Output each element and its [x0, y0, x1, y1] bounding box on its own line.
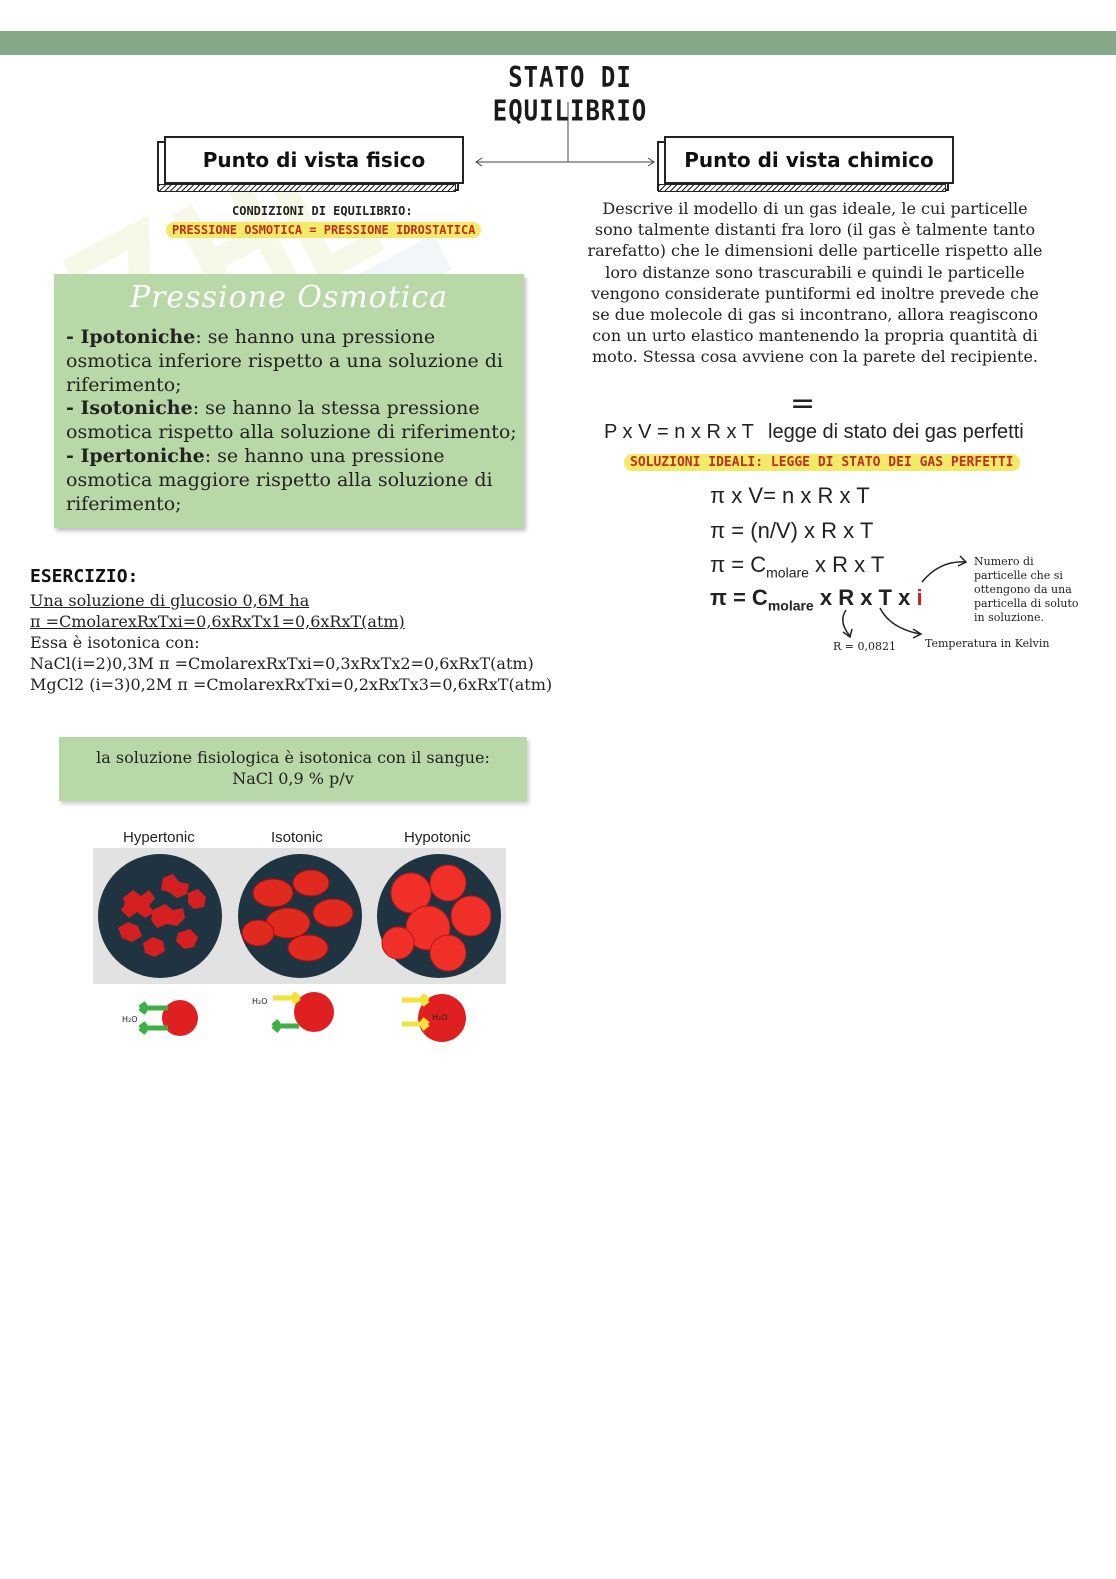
osmotic-term: - Ipertoniche [66, 444, 205, 467]
conditions-value: PRESSIONE OSMOTICA = PRESSIONE IDROSTATICA [166, 222, 481, 238]
label-hypertonic: Hypertonic [123, 829, 195, 846]
ideal-solutions: SOLUZIONI IDEALI: LEGGE DI STATO DEI GAS PERFETTI [624, 454, 1020, 471]
exercise-body [30, 590, 590, 695]
gas-law-formula: P x V = n x R x T [604, 421, 754, 443]
formula-4-post: x R x T x [813, 585, 917, 610]
conditions-label: CONDIZIONI DI EQUILIBRIO: [232, 204, 413, 218]
osmosis-arrows-figure [118, 990, 478, 1046]
ideal-solutions-wrap [624, 455, 1020, 470]
osmotic-term: - Isotoniche [66, 397, 193, 420]
formula-4 [710, 585, 923, 613]
osmotic-text: : se hanno la stessa pressione osmotica rispetto alla soluzione di riferimento; [66, 397, 517, 444]
osmotic-box-body [66, 326, 521, 516]
formula-3-pre: π = C [710, 552, 767, 577]
formula-3 [710, 552, 884, 580]
water-label: H₂O [252, 997, 268, 1006]
label-hypotonic: Hypotonic [404, 829, 471, 846]
osmotic-text: : se hanno una pressione osmotica maggiore rispetto alla soluzione di riferimento; [66, 444, 493, 515]
physical-heading: Punto di vista fisico [202, 148, 426, 172]
note-temperature: Temperatura in Kelvin [925, 637, 1050, 650]
physical-heading-box [164, 136, 464, 184]
chemical-heading-box [664, 136, 954, 184]
exercise-line: Essa è isotonica con: [30, 633, 200, 652]
exercise-heading: ESERCIZIO: [30, 566, 139, 587]
osmotic-item [66, 397, 521, 445]
osmotic-box-title: Pressione Osmotica [129, 280, 449, 315]
chemical-heading: Punto di vista chimico [684, 148, 934, 172]
fisio-line-2: NaCl 0,9 % p/v [232, 769, 354, 788]
water-label: H₂O [122, 1015, 138, 1024]
formula-1: π x V= n x R x T [710, 483, 870, 508]
page-title: STATO DI EQUILIBRIO [492, 60, 648, 128]
formula-2: π = (n/V) x R x T [710, 518, 874, 543]
note-particles: Numero di particelle che si ottengono da una particella di soluto in soluzione. [974, 555, 1079, 624]
osmotic-term: - Ipotoniche [66, 326, 196, 348]
formula-4-sub: molare [767, 597, 814, 614]
note-r-constant: R = 0,0821 [833, 640, 896, 653]
osmotic-pressure-box [54, 274, 524, 528]
formula-3-post: x R x T [808, 552, 885, 577]
exercise-line: MgCl2 (i=3)0,2M π =CmolarexRxTxi=0,2xRxTx3=0,6xRxT(atm) [30, 675, 553, 694]
formula-4-i: i [916, 585, 923, 610]
conditions-value-wrap [166, 223, 481, 237]
red-blood-cells-figure [93, 848, 506, 984]
osmotic-text: : se hanno una pressione osmotica inferiore rispetto a una soluzione di riferimento; [66, 326, 503, 396]
gas-law-label: legge di stato dei gas perfetti [768, 421, 1024, 443]
osmotic-item [66, 326, 521, 397]
exercise-line: Una soluzione di glucosio 0,6M ha [30, 591, 310, 610]
fisio-line-1: la soluzione fisiologica è isotonica con il sangue: [96, 748, 490, 767]
exercise-line: π =CmolarexRxTxi=0,6xRxTx1=0,6xRxT(atm) [30, 612, 405, 631]
physiological-solution-box [59, 737, 527, 801]
chemical-description: Descrive il modello di un gas ideale, le cui particelle sono talmente distanti fra loro (il gas è talmente tanto rarefatto) che le dimensioni delle particelle rispetto alle loro distanze sono trascurabili e quindi le particelle vengono considerate puntiformi ed inoltre prevede che se due molecole di gas si incontrano, allora reagiscono con un urto elastico mantenendo la propria quantità di moto. Stessa cosa avviene con la parete del recipiente. [587, 199, 1043, 367]
water-label: H₂O [432, 1013, 448, 1022]
equals-sign: = [790, 386, 816, 421]
exercise-line: NaCl(i=2)0,3M π =CmolarexRxTxi=0,3xRxTx2=0,6xRxT(atm) [30, 654, 534, 673]
formula-4-pre: π = C [710, 585, 768, 610]
osmotic-item [66, 445, 521, 516]
label-isotonic: Isotonic [271, 829, 323, 846]
formula-3-sub: molare [766, 564, 809, 581]
